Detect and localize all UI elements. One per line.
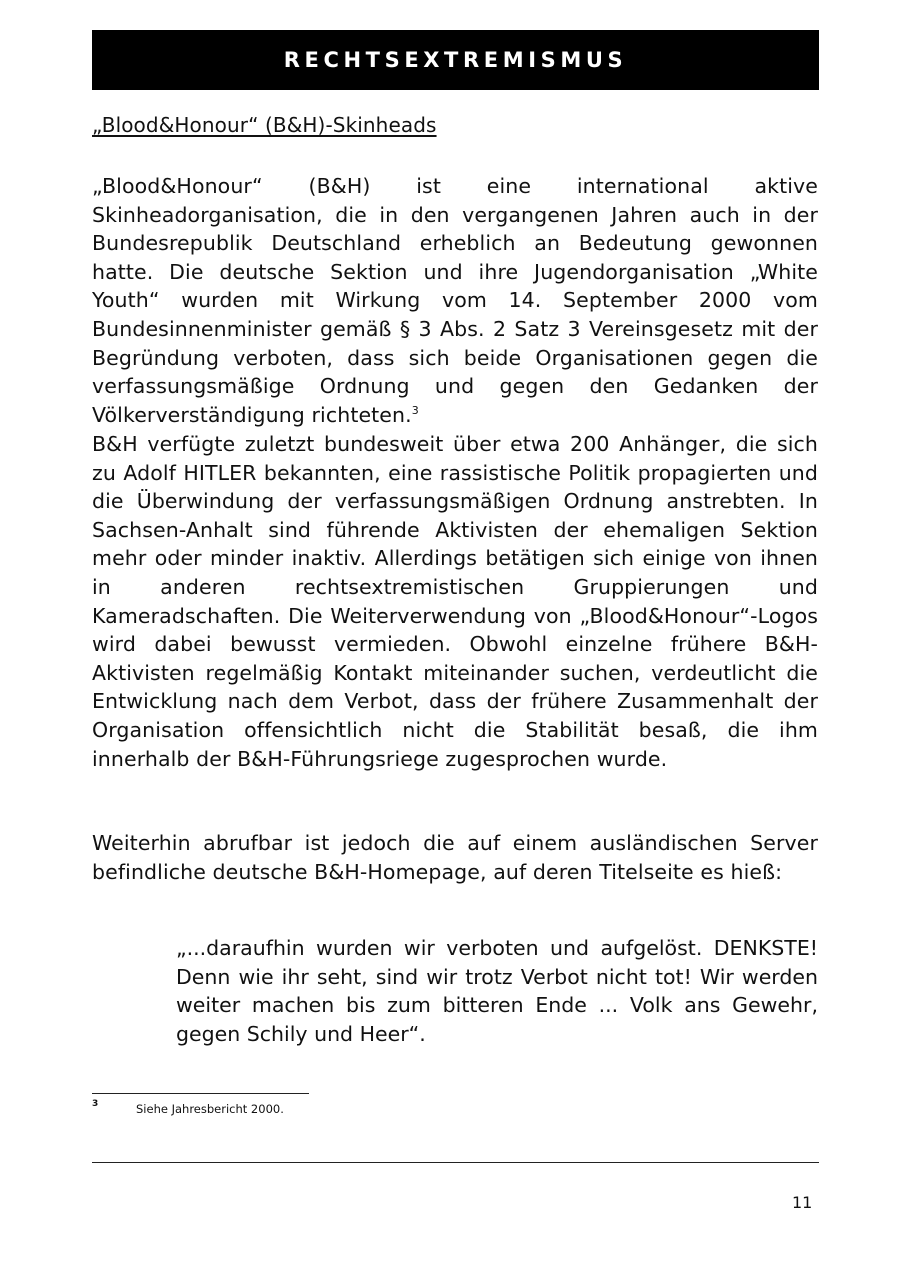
footnote-reference: 3 [411, 403, 419, 417]
paragraph-1 [92, 172, 818, 429]
page-header-bar [92, 30, 819, 90]
paragraph-1-text: „Blood&Honour“ (B&H) ist eine international aktive Skinheadorganisation, die in den vergangenen Jahren auch in der Bundesrepublik Deutschland erheblich an Bedeutung gewonnen hatte. Die deutsche Sektion und ihre Jugendorganisation „White Youth“ wurden mit Wirkung vom 14. September 2000 vom Bundesinnenminister gemäß § 3 Abs. 2 Satz 3 Vereinsgesetz mit der Begründung verboten, dass sich beide Organisationen gegen die verfassungsmäßige Ordnung und gegen den Gedanken der Völkerverständigung richteten. [92, 174, 818, 427]
paragraph-3: Weiterhin abrufbar ist jedoch die auf einem ausländischen Server befindliche deutsche B&H-Homepage, auf deren Titelseite es hieß: [92, 831, 818, 884]
footnote-mark: 3 [92, 1099, 99, 1109]
page-number: 11 [792, 1193, 813, 1212]
footnote-text: Siehe Jahresbericht 2000. [136, 1102, 284, 1116]
footnote-divider [92, 1093, 309, 1094]
homepage-quote: „...daraufhin wurden wir verboten und aufgelöst. DENKSTE! Denn wie ihr seht, sind wir trotz Verbot nicht tot! Wir werden weiter machen bis zum bitteren Ende ... Volk ans Gewehr, gegen Schily und Heer“. [176, 936, 818, 1046]
section-heading: „Blood&Honour“ (B&H)-Skinheads [92, 113, 437, 137]
page-header-title: RECHTSEXTREMISMUS [283, 48, 628, 72]
bottom-divider [92, 1162, 819, 1163]
paragraph-2: B&H verfügte zuletzt bundesweit über etwa 200 Anhänger, die sich zu Adolf HITLER bekannten, eine rassistische Politik propagierten und die Überwindung der verfassungsmäßigen Ordnung anstrebten. In Sachsen-Anhalt sind führende Aktivisten der ehemaligen Sektion mehr oder minder inaktiv. Allerdings betätigen sich einige von ihnen in anderen rechtsextremistischen Gruppierungen und Kameradschaften. Die Weiterverwendung von „Blood&Honour“-Logos wird dabei bewusst vermieden. Obwohl einzelne frühere B&H-Aktivisten regelmäßig Kontakt miteinander suchen, verdeutlicht die Entwicklung nach dem Verbot, dass der frühere Zusammenhalt der Organisation offensichtlich nicht die Stabilität besaß, die ihm innerhalb der B&H-Führungsriege zugesprochen wurde. [92, 432, 818, 771]
